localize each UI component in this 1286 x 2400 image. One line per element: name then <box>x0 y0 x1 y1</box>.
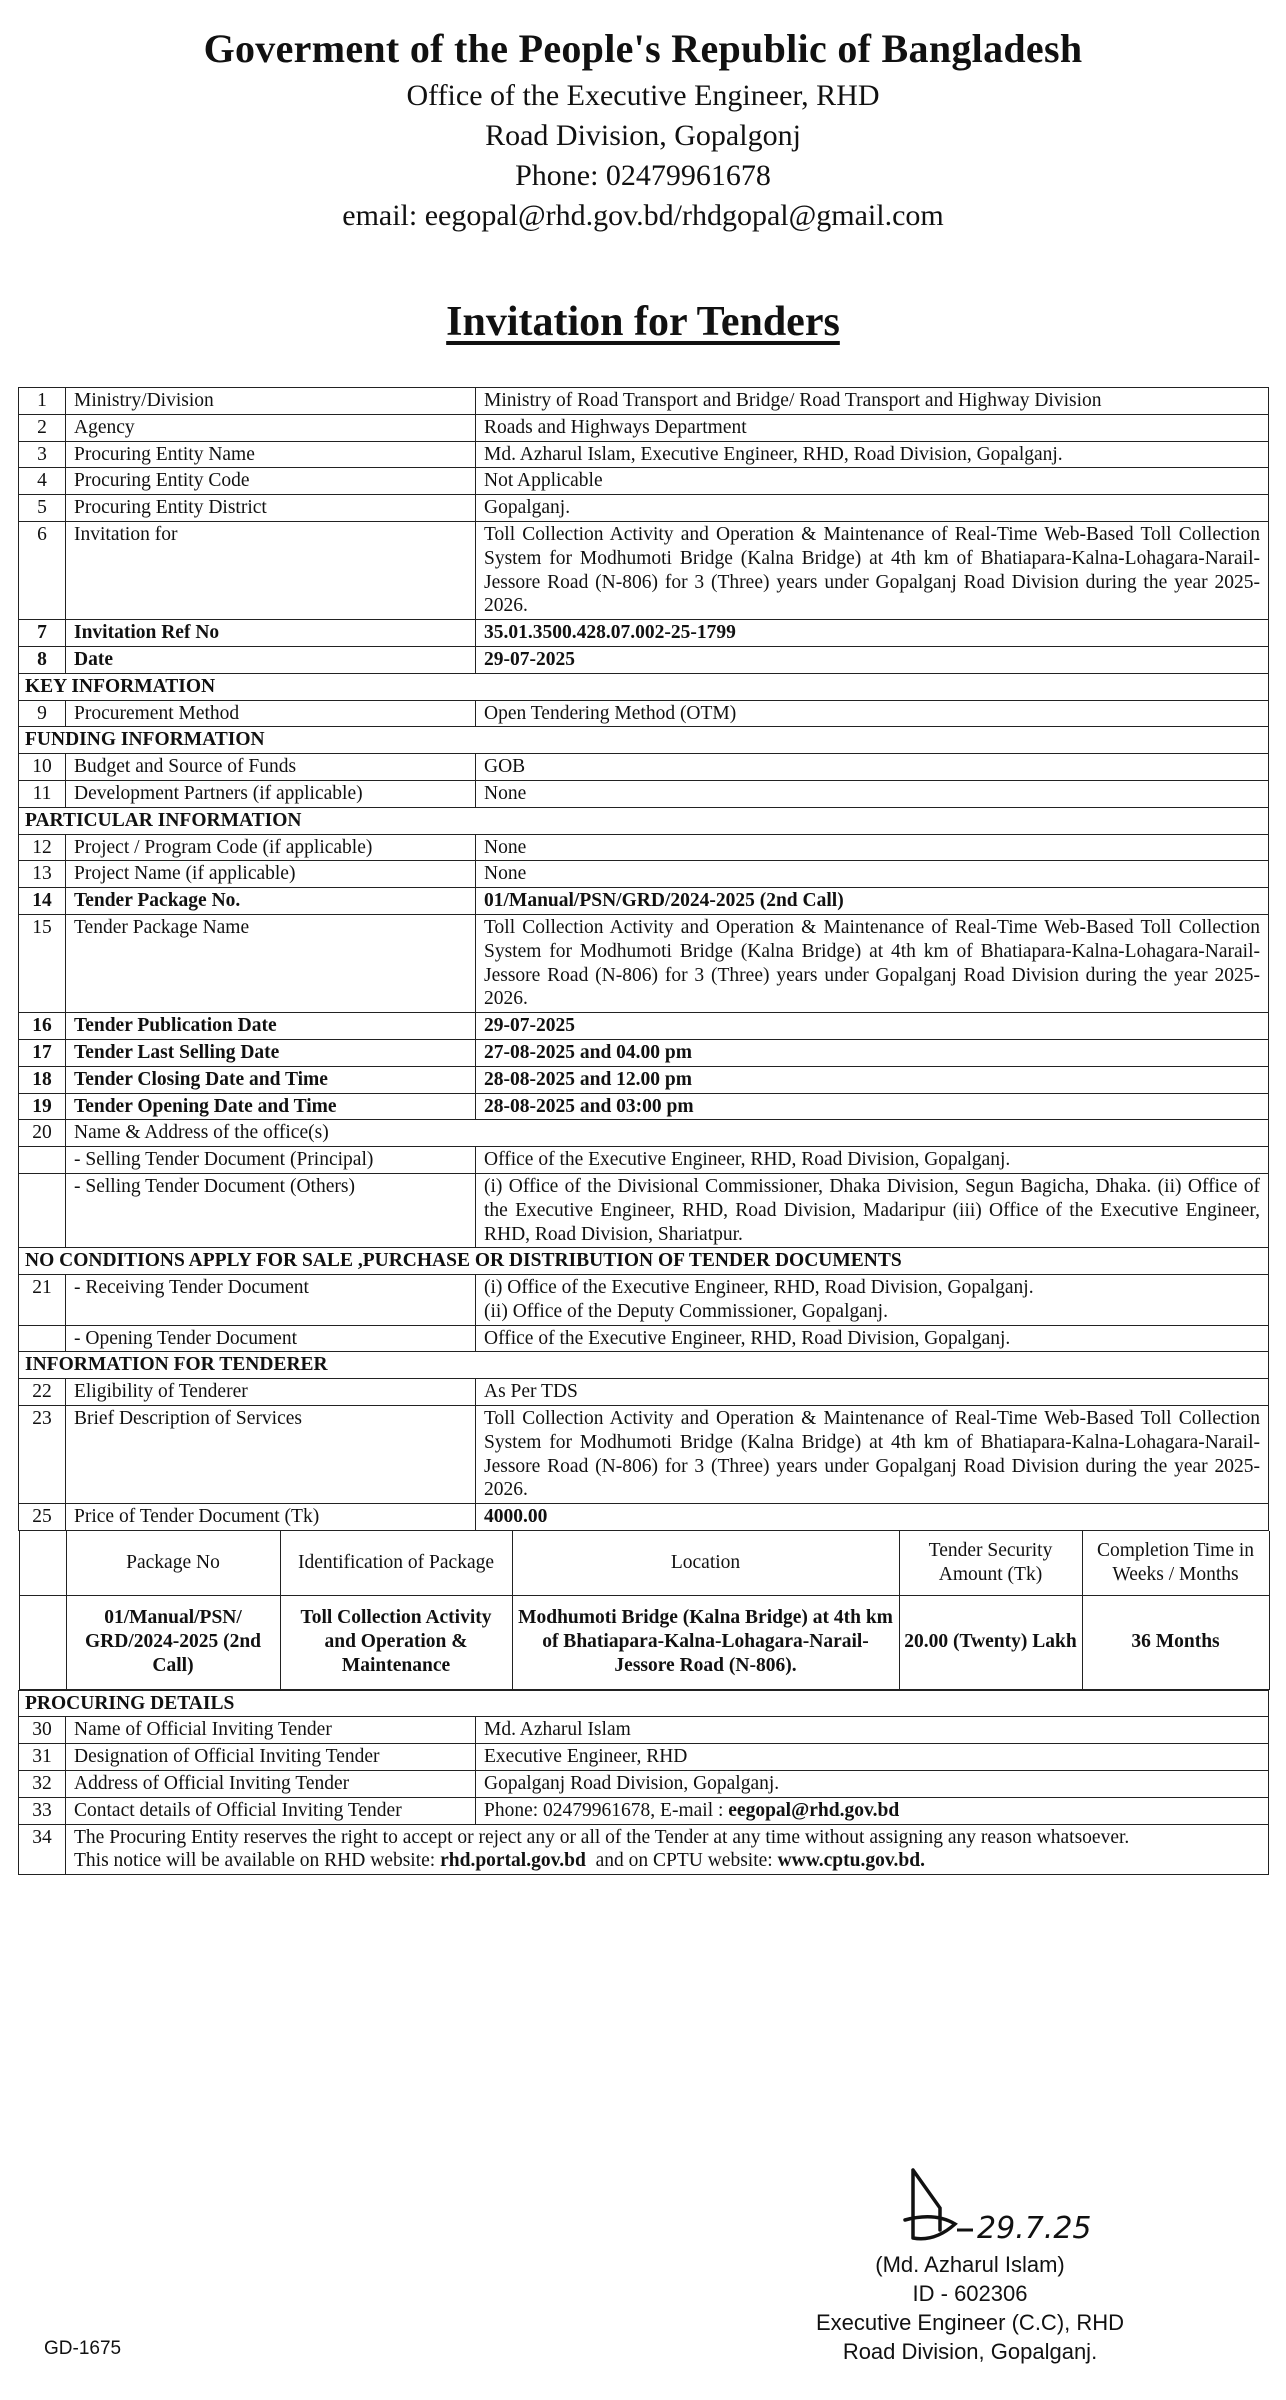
signatory-id: ID - 602306 <box>912 2281 1028 2306</box>
column-header: Identification of Package <box>280 1531 512 1595</box>
signatory-office: Road Division, Gopalganj. <box>842 2339 1098 2364</box>
section-header: INFORMATION FOR TENDERER <box>19 1352 1269 1379</box>
government-title: Goverment of the People's Republic of Bangladesh <box>203 26 1083 71</box>
footer-code: GD-1675 <box>44 2338 122 2359</box>
section-header: PARTICULAR INFORMATION <box>19 807 1269 834</box>
table-row: 19 Tender Opening Date and Time 28-08-2025 and 03:00 pm <box>19 1093 1269 1120</box>
column-header: Package No <box>66 1531 280 1595</box>
table-row: 2 Agency Roads and Highways Department <box>19 414 1269 441</box>
letterhead <box>0 22 1286 236</box>
column-header: Completion Time in Weeks / Months <box>1082 1531 1269 1595</box>
table-row: 12 Project / Program Code (if applicable) None <box>19 834 1269 861</box>
table-row: 4 Procuring Entity Code Not Applicable <box>19 468 1269 495</box>
table-row: 9 Procurement Method Open Tendering Method (OTM) <box>19 700 1269 727</box>
tender-info-table <box>18 387 1269 1875</box>
table-row: 23 Brief Description of Services Toll Collection Activity and Operation & Maintenance of Real-Time Web-Based Toll Collection System for Modhumoti Bridge (Kalna Bridge) at 4th km of Bhatiapara-Kalna-Lohagara-Narail-Jessore Road (N-806) for 3 (Three) years under Gopalganj Road Division during the year 2025-2026. <box>19 1406 1269 1504</box>
package-data-row <box>19 1595 1269 1689</box>
table-row: 11 Development Partners (if applicable) None <box>19 780 1269 807</box>
section-header: NO CONDITIONS APPLY FOR SALE ,PURCHASE OR DISTRIBUTION OF TENDER DOCUMENTS <box>19 1248 1269 1275</box>
table-row: 5 Procuring Entity District Gopalganj. <box>19 495 1269 522</box>
table-row: 30 Name of Official Inviting Tender Md. Azharul Islam <box>19 1717 1269 1744</box>
document-title: Invitation for Tenders <box>446 299 840 345</box>
package-header-row <box>19 1531 1269 1595</box>
table-row: 1 Ministry/Division Ministry of Road Transport and Bridge/ Road Transport and Highway Division <box>19 388 1269 415</box>
table-row: 25 Price of Tender Document (Tk) 4000.00 <box>19 1504 1269 1531</box>
phone-line: Phone: 02479961678 <box>515 159 771 192</box>
rhd-website: rhd.portal.gov.bd <box>440 1850 586 1872</box>
handwritten-signature <box>895 2160 1155 2250</box>
table-row: 10 Budget and Source of Funds GOB <box>19 754 1269 781</box>
column-header: Tender Security Amount (Tk) <box>899 1531 1082 1595</box>
email-line: email: eegopal@rhd.gov.bd/rhdgopal@gmail.com <box>342 199 944 232</box>
signatory-designation: Executive Engineer (C.C), RHD <box>815 2310 1125 2335</box>
office-name: Office of the Executive Engineer, RHD <box>406 79 880 112</box>
table-row: 32 Address of Official Inviting Tender Gopalganj Road Division, Gopalganj. <box>19 1770 1269 1797</box>
table-row: 33 Contact details of Official Inviting Tender Phone: 02479961678, E-mail : eegopal@rhd.gov.bd <box>19 1797 1269 1824</box>
table-row: 34 The Procuring Entity reserves the right to accept or reject any or all of the Tender at any time without assigning any reason whatsoever. This notice will be available on RHD website: rhd.portal.gov.bd and on CPTU website: www.cptu.gov.bd. <box>19 1824 1269 1875</box>
completion-time: 36 Months <box>1082 1595 1269 1689</box>
table-row: 6 Invitation for Toll Collection Activity and Operation & Maintenance of Real-Time Web-Based Toll Collection System for Modhumoti Bridge (Kalna Bridge) at 4th km of Bhatiapara-Kalna-Lohagara-Narail-Jessore Road (N-806) for 3 (Three) years under Gopalganj Road Division during the year 2025-2026. <box>19 521 1269 619</box>
package-location: Modhumoti Bridge (Kalna Bridge) at 4th km of Bhatiapara-Kalna-Lohagara-Narail-Jessore Road (N-806). <box>512 1595 899 1689</box>
column-header: Location <box>512 1531 899 1595</box>
table-row: 7 Invitation Ref No 35.01.3500.428.07.002-25-1799 <box>19 620 1269 647</box>
table-row: 13 Project Name (if applicable) None <box>19 861 1269 888</box>
division-name: Road Division, Gopalgonj <box>485 119 801 152</box>
section-header: PROCURING DETAILS <box>19 1690 1269 1717</box>
table-row: - Selling Tender Document (Others) (i) Office of the Divisional Commissioner, Dhaka Division, Segun Bagicha, Dhaka. (ii) Office of the Executive Engineer, RHD, Road Division, Madaripur (iii) Office of the Executive Engineer, RHD, Road Division, Shariatpur. <box>19 1173 1269 1247</box>
contact-email: eegopal@rhd.gov.bd <box>728 1799 900 1821</box>
table-row: 31 Designation of Official Inviting Tender Executive Engineer, RHD <box>19 1744 1269 1771</box>
table-row: 20 Name & Address of the office(s) <box>19 1120 1269 1147</box>
section-header: FUNDING INFORMATION <box>19 727 1269 754</box>
table-row: - Selling Tender Document (Principal) Office of the Executive Engineer, RHD, Road Division, Gopalganj. <box>19 1147 1269 1174</box>
table-row: 21 - Receiving Tender Document (i) Office of the Executive Engineer, RHD, Road Division, Gopalganj. (ii) Office of the Deputy Commissioner, Gopalganj. <box>19 1275 1269 1326</box>
table-row: - Opening Tender Document Office of the Executive Engineer, RHD, Road Division, Gopalganj. <box>19 1325 1269 1352</box>
table-row: 16 Tender Publication Date 29-07-2025 <box>19 1013 1269 1040</box>
section-header: KEY INFORMATION <box>19 673 1269 700</box>
table-row: 14 Tender Package No. 01/Manual/PSN/GRD/2024-2025 (2nd Call) <box>19 888 1269 915</box>
tender-security-amount: 20.00 (Twenty) Lakh <box>899 1595 1082 1689</box>
signature-block <box>760 2250 1180 2366</box>
table-row: 3 Procuring Entity Name Md. Azharul Islam, Executive Engineer, RHD, Road Division, Gopalganj. <box>19 441 1269 468</box>
signatory-name: (Md. Azharul Islam) <box>875 2252 1065 2277</box>
package-no: 01/Manual/PSN/ GRD/2024-2025 (2nd Call) <box>66 1595 280 1689</box>
cptu-website: www.cptu.gov.bd. <box>777 1850 925 1872</box>
table-row: 15 Tender Package Name Toll Collection Activity and Operation & Maintenance of Real-Time Web-Based Toll Collection System for Modhumoti Bridge (Kalna Bridge) at 4th km of Bhatiapara-Kalna-Lohagara-Narail-Jessore Road (N-806) for 3 (Three) years under Gopalganj Road Division during the year 2025-2026. <box>19 914 1269 1012</box>
table-row: 17 Tender Last Selling Date 27-08-2025 and 04.00 pm <box>19 1039 1269 1066</box>
table-row: 18 Tender Closing Date and Time 28-08-2025 and 12.00 pm <box>19 1066 1269 1093</box>
table-row: 22 Eligibility of Tenderer As Per TDS <box>19 1379 1269 1406</box>
signature-date: 29.7.25 <box>977 2211 1092 2246</box>
table-row: 8 Date 29-07-2025 <box>19 646 1269 673</box>
package-identification: Toll Collection Activity and Operation & Maintenance <box>280 1595 512 1689</box>
package-table-row <box>19 1531 1269 1691</box>
package-table <box>19 1531 1270 1690</box>
